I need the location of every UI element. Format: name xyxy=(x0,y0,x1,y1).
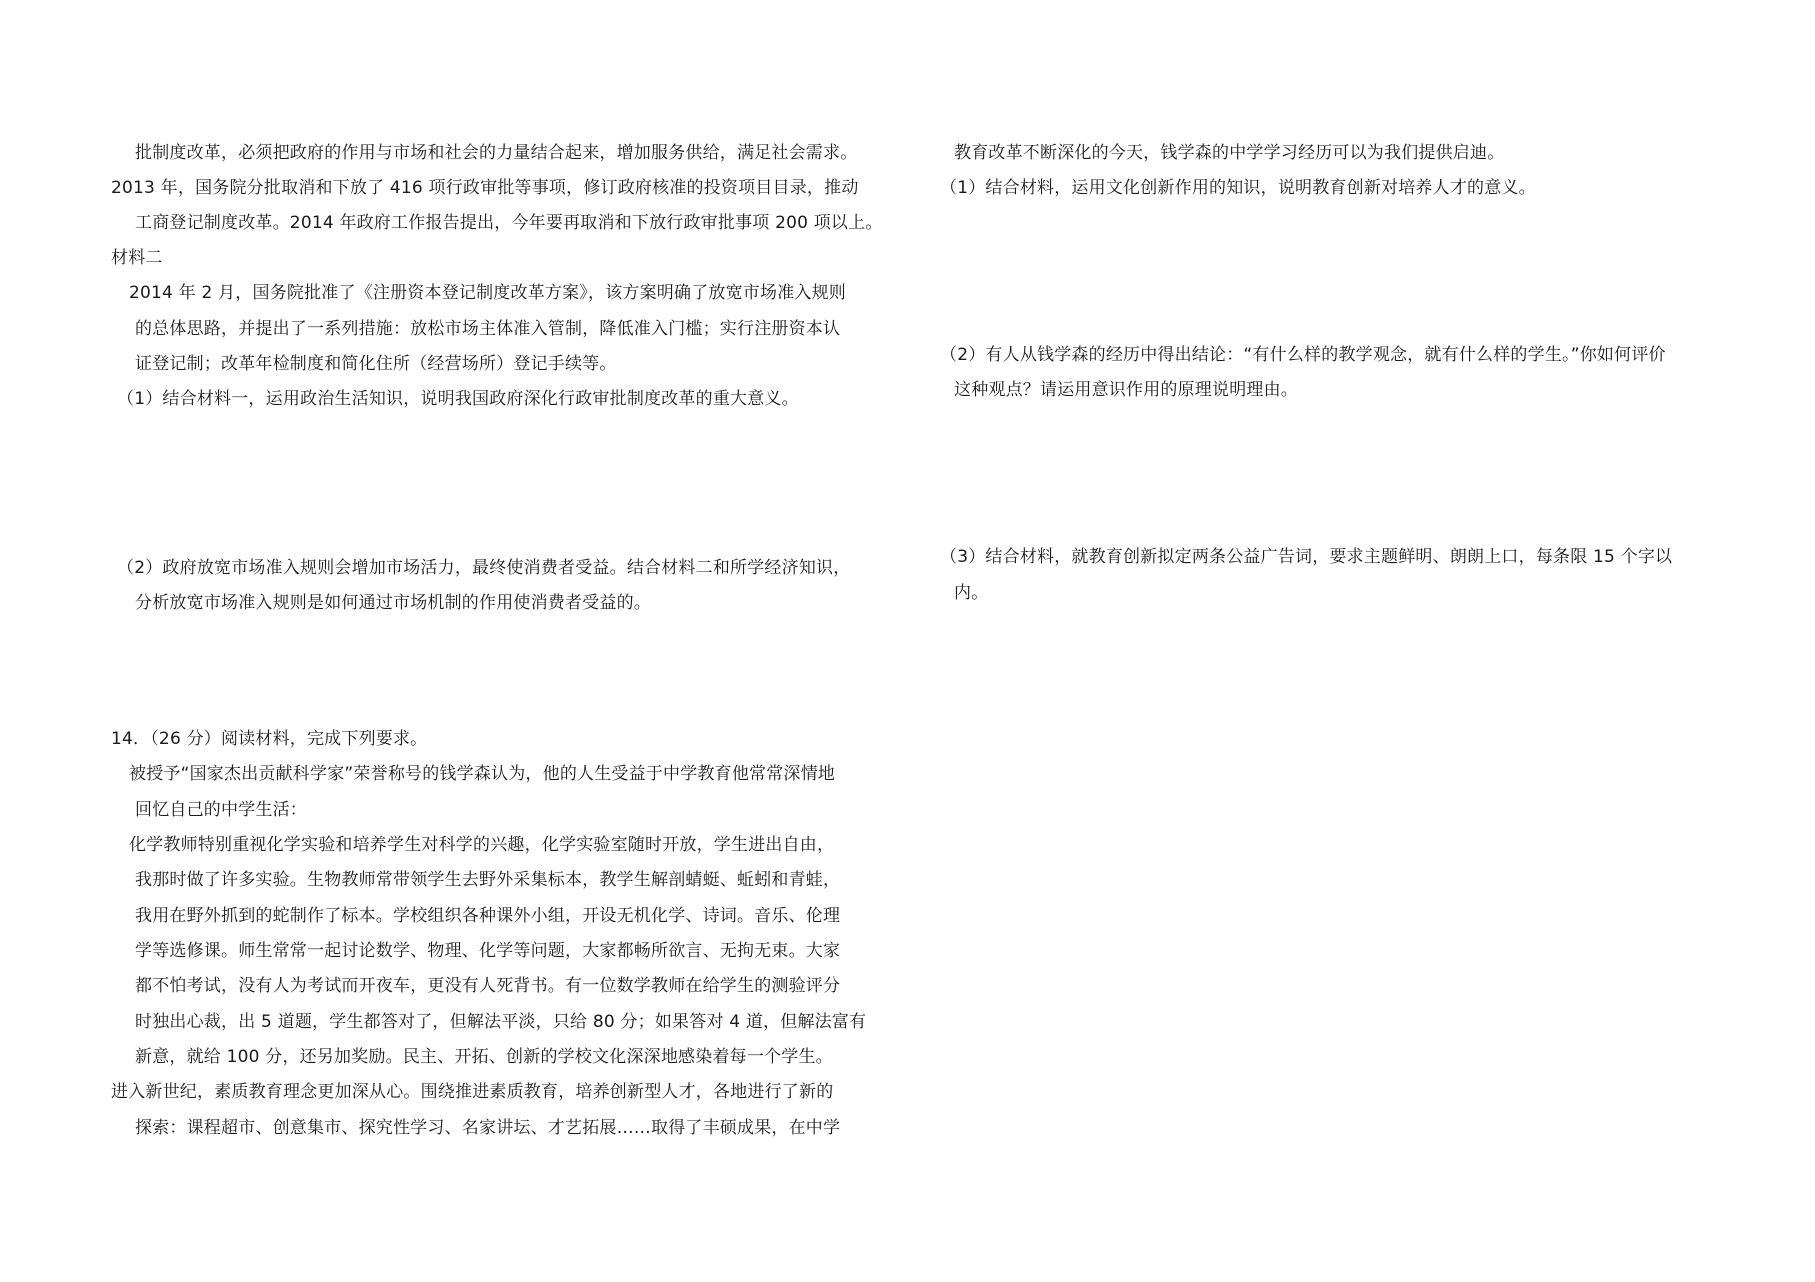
paragraph-line: 内。 xyxy=(954,583,989,603)
paragraph-line: 探索：课程超市、创意集市、探究性学习、名家讲坛、才艺拓展……取得了丰硕成果，在中学 xyxy=(135,1118,841,1138)
paragraph-line: 的总体思路，并提出了一系列措施：放松市场主体准入管制，降低准入门槛；实行注册资本认 xyxy=(135,319,841,339)
paragraph-line: 2014 年 2 月，国务院批准了《注册资本登记制度改革方案》，该方案明确了放宽市场准入规则 xyxy=(129,283,846,303)
question-1: （1）结合材料，运用文化创新作用的知识，说明教育创新对培养人才的意义。 xyxy=(940,178,1536,198)
paragraph-line: 我用在野外抓到的蛇制作了标本。学校组织各种课外小组，开设无机化学、诗词。音乐、伦理 xyxy=(135,906,841,926)
paragraph-line: 分析放宽市场准入规则是如何通过市场机制的作用使消费者受益的。 xyxy=(135,593,651,613)
question-3: （3）结合材料，就教育创新拟定两条公益广告词，要求主题鲜明、朗朗上口，每条限 15 个字以 xyxy=(940,547,1673,567)
paragraph-line: 2013 年，国务院分批取消和下放了 416 项行政审批等事项，修订政府核准的投资项目目录，推动 xyxy=(111,178,859,198)
paragraph-line: 批制度改革，必须把政府的作用与市场和社会的力量结合起来，增加服务供给，满足社会需求。 xyxy=(135,143,858,163)
paragraph-line: 进入新世纪，素质教育理念更加深从心。围绕推进素质教育，培养创新型人才，各地进行了新的 xyxy=(111,1082,834,1102)
question-2: （2）政府放宽市场准入规则会增加市场活力，最终使消费者受益。结合材料二和所学经济知识， xyxy=(117,558,851,578)
paragraph-line: 我那时做了许多实验。生物教师常带领学生去野外采集标本，教学生解剖蜻蜓、蚯蚓和青蛙， xyxy=(135,870,841,890)
paragraph-line: 被授予“国家杰出贡献科学家”荣誉称号的钱学森认为，他的人生受益于中学教育他常常深情地 xyxy=(129,764,836,784)
question-1: （1）结合材料一，运用政治生活知识，说明我国政府深化行政审批制度改革的重大意义。 xyxy=(117,389,799,409)
paragraph-line: 学等选修课。师生常常一起讨论数学、物理、化学等问题，大家都畅所欲言、无拘无束。大家 xyxy=(135,941,841,961)
question-2: （2）有人从钱学森的经历中得出结论：“有什么样的教学观念，就有什么样的学生。”你如何评价 xyxy=(940,345,1666,365)
paragraph-line: 证登记制；改革年检制度和简化住所（经营场所）登记手续等。 xyxy=(135,354,617,374)
paragraph-line: 时独出心裁，出 5 道题，学生都答对了，但解法平淡，只给 80 分；如果答对 4 道，但解法富有 xyxy=(135,1012,867,1032)
paragraph-line: 工商登记制度改革。2014 年政府工作报告提出，今年要再取消和下放行政审批事项 200 项以上。 xyxy=(135,213,883,233)
paragraph-line: 教育改革不断深化的今天，钱学森的中学学习经历可以为我们提供启迪。 xyxy=(954,143,1505,163)
paragraph-line: 回忆自己的中学生活： xyxy=(135,800,307,820)
paragraph-line: 都不怕考试，没有人为考试而开夜车，更没有人死背书。有一位数学教师在给学生的测验评分 xyxy=(135,976,841,996)
material-heading: 材料二 xyxy=(111,248,163,268)
paragraph-line: 化学教师特别重视化学实验和培养学生对科学的兴趣，化学实验室随时开放，学生进出自由， xyxy=(129,835,835,855)
paragraph-line: 新意，就给 100 分，还另加奖励。民主、开拓、创新的学校文化深深地感染着每一个学生。 xyxy=(135,1047,833,1067)
paragraph-line: 这种观点？请运用意识作用的原理说明理由。 xyxy=(954,380,1298,400)
question-14-heading: 14．（26 分）阅读材料，完成下列要求。 xyxy=(111,729,428,749)
